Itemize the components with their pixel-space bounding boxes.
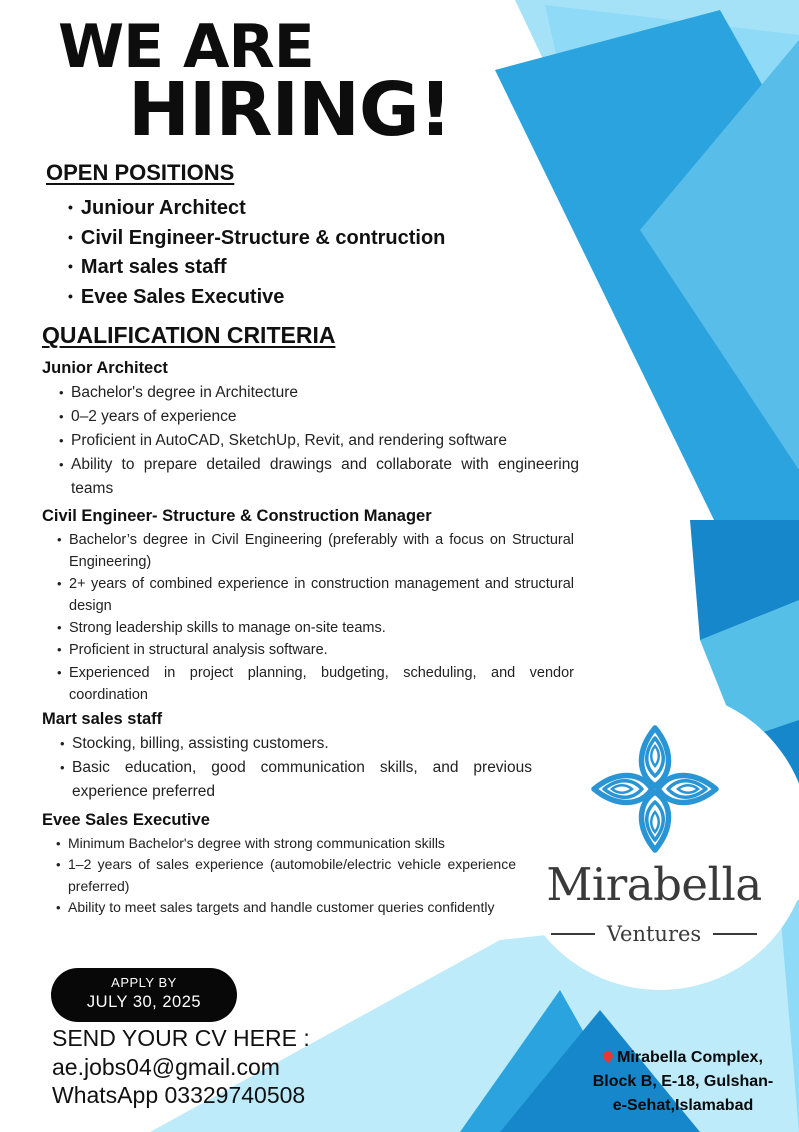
criteria-item: • Ability to meet sales targets and handle customer queries confidently bbox=[68, 897, 516, 918]
criteria-item: • Experienced in project planning, budgeting, scheduling, and vendor coordination bbox=[69, 662, 574, 706]
criteria-item: • Proficient in structural analysis software. bbox=[69, 639, 574, 661]
address-block bbox=[578, 1046, 788, 1118]
criteria-item: • Proficient in AutoCAD, SketchUp, Revit, and rendering software bbox=[71, 429, 579, 453]
location-pin-icon bbox=[601, 1049, 615, 1063]
qualification-title: QUALIFICATION CRITERIA bbox=[42, 322, 336, 348]
divider-line bbox=[551, 933, 595, 935]
divider-line bbox=[713, 933, 757, 935]
address-line: Mirabella Complex, bbox=[617, 1049, 763, 1066]
section-title: Junior Architect bbox=[42, 359, 168, 377]
send-cv-heading: SEND YOUR CV HERE : bbox=[52, 1025, 310, 1051]
criteria-item: • 2+ years of combined experience in construction management and structural design bbox=[69, 573, 574, 617]
section-junior-architect bbox=[42, 358, 579, 501]
contact-whatsapp: WhatsApp 03329740508 bbox=[52, 1082, 306, 1108]
criteria-item: • Strong leadership skills to manage on-site teams. bbox=[69, 617, 574, 639]
criteria-item: • Ability to prepare detailed drawings and collaborate with engineering teams bbox=[71, 453, 579, 501]
section-evee-sales-executive bbox=[42, 810, 516, 918]
brand-subtitle-row bbox=[538, 922, 770, 946]
brand-subtitle: Ventures bbox=[606, 922, 702, 946]
criteria-item: • 1–2 years of sales experience (automobile/electric vehicle experience preferred) bbox=[68, 854, 516, 897]
position-item: • Civil Engineer-Structure & contruction bbox=[68, 224, 445, 254]
section-mart-sales-staff bbox=[42, 709, 532, 804]
headline-we-are: WE ARE bbox=[58, 12, 314, 82]
apply-by-label: APPLY BY bbox=[111, 975, 177, 990]
open-positions-list bbox=[68, 194, 445, 312]
criteria-item: • Bachelor’s degree in Civil Engineering (preferably with a focus on Structural Engineering) bbox=[69, 529, 574, 573]
section-title: Evee Sales Executive bbox=[42, 811, 210, 829]
apply-by-badge bbox=[51, 968, 237, 1022]
address-line: Block B, E-18, Gulshan- bbox=[592, 1073, 774, 1090]
position-item: • Juniour Architect bbox=[68, 194, 445, 224]
section-title: Civil Engineer- Structure & Construction Manager bbox=[42, 507, 432, 525]
contact-block bbox=[52, 1024, 310, 1110]
brand-logo bbox=[538, 716, 770, 956]
position-item: • Mart sales staff bbox=[68, 253, 445, 283]
position-item: • Evee Sales Executive bbox=[68, 283, 445, 313]
criteria-item: • Stocking, billing, assisting customers. bbox=[72, 732, 532, 756]
headline-hiring: HIRING! bbox=[128, 67, 452, 153]
criteria-item: • Minimum Bachelor's degree with strong communication skills bbox=[68, 833, 516, 854]
open-positions-title: OPEN POSITIONS bbox=[46, 160, 235, 185]
apply-by-date: JULY 30, 2025 bbox=[86, 993, 202, 1011]
criteria-item: • 0–2 years of experience bbox=[71, 405, 579, 429]
section-civil-engineer bbox=[42, 506, 574, 706]
criteria-item: • Bachelor's degree in Architecture bbox=[71, 381, 579, 405]
section-title: Mart sales staff bbox=[42, 710, 163, 728]
quatrefoil-leaf-icon bbox=[588, 722, 722, 856]
address-line: e-Sehat,Islamabad bbox=[612, 1097, 754, 1114]
brand-name: Mirabella bbox=[546, 858, 762, 911]
criteria-item: • Basic education, good communication skills, and previous experience preferred bbox=[72, 756, 532, 804]
contact-email: ae.jobs04@gmail.com bbox=[52, 1053, 280, 1080]
